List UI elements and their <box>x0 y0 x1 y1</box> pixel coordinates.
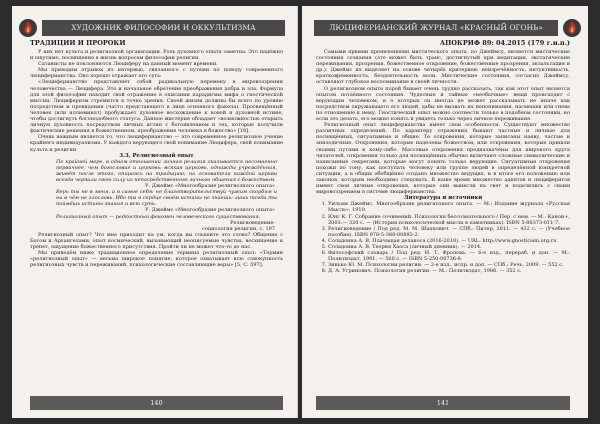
book-spread <box>12 6 588 418</box>
epigraph-signature: У. Джеймс «Многообразие религиозного опыта» <box>144 183 275 190</box>
page-number: 141 <box>316 396 570 410</box>
paragraph: Религиозный опыт? Что мне приходит на ум, когда вы слышите это слово? Общение с Богом и Архангелами, опыт космический, вызывающий неописуемые чувства, восхищение и трепет, ощущение божественного присутствия. Пройти ли не может что-то до нас. <box>30 231 283 250</box>
section-head: АПОКРИФ 89: 04.2015 (179 г.и.п.) <box>439 39 570 47</box>
section-head: ТРАДИЦИИ И ПРОРОКИ <box>30 39 126 47</box>
reference-item: 2. Юнг К. Г. Собрание сочинений. Психология бессознательного / Пер. с нем. — М.: Канон+, 2003.— 320 с. — (История психологической мысли в памятниках). ISBN 5-88373-011-7. <box>328 214 570 226</box>
paragraph: Сатанисты не поклоняются Люциферу на данный момент времени. <box>38 61 218 68</box>
reference-item: 3. Религиоведение / Под ред. М. М. Шахнович. — СПб.: Питер, 2011. — 432 с. — (Учебное пособие). ISBN 978-5-388-00893-2. <box>328 226 570 238</box>
reference-item: 7. Зинько Ю. М. Психологии религии. — 2-е изд., испр. и доп. — СПб.: Речь, 2009. — 552 с. <box>328 262 570 268</box>
running-head: ЛЮЦИФЕРИАНСКИЙ ЖУРНАЛ «КРАСНЫЙ ОГОНЬ» <box>314 20 558 36</box>
running-head: ХУДОЖНИК ФИЛОСОФИИ И ОККУЛЬТИЗМА <box>42 20 285 36</box>
right-body-text <box>316 49 570 388</box>
paragraph: У них нет культа и религиозной организации. Роль духовного опыта заметна. Это надёжно и ощутимо, посвящение в жизнь вопросам философии религии. <box>30 49 283 62</box>
references-title: Литература и источники <box>403 195 483 202</box>
paragraph: О религиозном опыте порой бывает очень трудно рассказать, так как этот опыт является опытом потаённого состояния. Чудесные и тайные «необычные» вещи происходят с верующим человеком, и о которых он иногда не может рассказывать не иначе как посредством окружающего его людей, дабы не вызвать их непонимания, насмешек или гнева по отношению к нему. Гностический опыт можно соотнести только в подобном состоянии, но если это делать, его можно понять и увидеть только через личное переживание. <box>316 85 570 123</box>
left-body-text <box>30 49 283 388</box>
page-number: 140 <box>30 396 283 410</box>
section-title: 3.3. Религиозный опыт <box>119 152 194 159</box>
epigraph-quote: По крайней мере, в одном отношении личная религия оказывается несомненно первичнее, чем богословие и церковь: всякая церковь, однажды учреждённая, живёт после этого, опираясь на традицию; но основатели каждой церкви всегда черпали свою силу из непосредственного личного общения с божеством. <box>56 158 277 183</box>
paragraph: Самыми яркими проявлениями мистического опыта, по Джеймсу, являются мистические состояния сознания (это может быть транс, достигнутый при медитации, экстатические переживания, прозрения, божественное откровение, божественные прозрения, экзальтация и др.). Джеймс их выделяет на основе четырёх критериев: неизречённость, интуитивность, кратковременность, бездеятельность воли. Мистические состояния, согласно Джеймсу, оставляют глубокое воспоминание в своей личности. <box>316 49 570 86</box>
right-page <box>302 6 588 418</box>
paragraph: Мы приведём ниже традиционное определение термина религиозный опыт: «Термин «религиозный опыт» — весьма широкое понятие, которое охватывает всю совокупность религиозных чувств и переживаний, психологические составляющие веры» [5, С. 597]. <box>30 250 283 269</box>
epigraph-signature: социология религии, с. 197 <box>202 225 275 232</box>
paragraph: Мы приводим отрывок из интервью, связанного с путями по поводу современного люциферианства. Оно хорошо отражает его суть: <box>30 67 283 80</box>
epigraph-signature: У. Джеймс «Многообразие религиозного опыта» <box>144 207 275 214</box>
reference-item: 8. Д. А. Угринович. Психология религии. — М.: Политиздат, 1986. — 352 с. <box>328 268 570 274</box>
reference-item: 4. Соладонна А. В. Плачащая делакоса (2016-2018). — URL: http://www.gnosticism.org.ru <box>328 238 570 244</box>
reference-item: 1. Уильям Джеймс. Многообразие религиозного опыта. — М.: Издание журнала «Русская Мысль», 1910. <box>328 201 570 213</box>
flame-logo-icon <box>18 18 38 38</box>
reference-item: 6. Философский словарь / Под ред. И. Т. Фролова. — 6-е изд., перераб. и доп. — М.: Политиздат, 1991. — 560 с. — ISBN 5-250-00736-8. <box>328 250 570 262</box>
epigraph-quote: Религиозный опыт — редкостный феномен человеческого существования. <box>56 213 261 220</box>
paragraph: «Люциферианство представляет собой радикальную перемену в мировоззрении человечества — Люцифера. Это и начальное обретение преображения добра и зла. Формула для этой философии находит свой отражение в описании парадигмы мифа о гностической миссии. Люциферизм стремится к точке зрения. Своей жизни должны бы всего по уровню посредством и провидения (часто предстающего в лице огненного факела). Просвещённый человек (или иллюминат) пробуждает духовное восхождение к новой и духовной истине, чтобы достигнуть богоподобного статуса. Данное мистерия обладает «возможностью открыть личную духовность посредством личных истин с богоявлением и тех, которые получили фактические решения в божественном, преображение человека в божество» [18]. <box>30 79 283 135</box>
left-page <box>12 6 298 418</box>
epigraph-quote: Верь ты не в меня, а в самое себя: не благотворительствуй чужим скорбям и ни в чём не злословь. Ибо ты в сердце своём истины не знаешь: лишь тогда ты поймёшь истины знания и всю суть. <box>56 189 277 208</box>
epigraph-signature: Религиоведение: <box>230 219 275 226</box>
references-list <box>316 201 570 274</box>
paragraph: Очень важным является то, что люциферианство — это современное религиозное учение крайнего индивидуализма. У каждого верующего свой понимание Люцифера, свой понимание культа и религии. <box>30 134 283 153</box>
reference-item: 5. Соладонна А. В. Теория Хаоса (личный дневник). — 2014. <box>328 244 570 250</box>
flame-logo-icon <box>562 18 582 38</box>
paragraph: Религиозный опыт люциферианства имеет свои особенности. Существуют множество различных определений. По характеру отражения бывают частные и личные для посвящённых, ситуативные и общие. Те откровения, которые записаны наяву, частые и эпизодичные. Откровения, которые наделены божеством, или откровения, которые пришли своими путями к кому-либо. Массовые откровения предназначены для широкого круга читателей, откровения только для посвящённых обычно включают сложные символические и написанные секретами, которые могут понять только верующие. Ситуативные откровения похожи по тону, как поступать человеку или группе людей в определённой конкретной ситуации, а в общих обобщённо создано множество ведущих, и в итоге его положению или законов, которым необходимо следовать. В наше время множество адептов и люциферитов имеют свои личные откровения, которые они вынесли на свет и поделились с своим мировоззрением в системе люциферианства. <box>316 122 570 196</box>
